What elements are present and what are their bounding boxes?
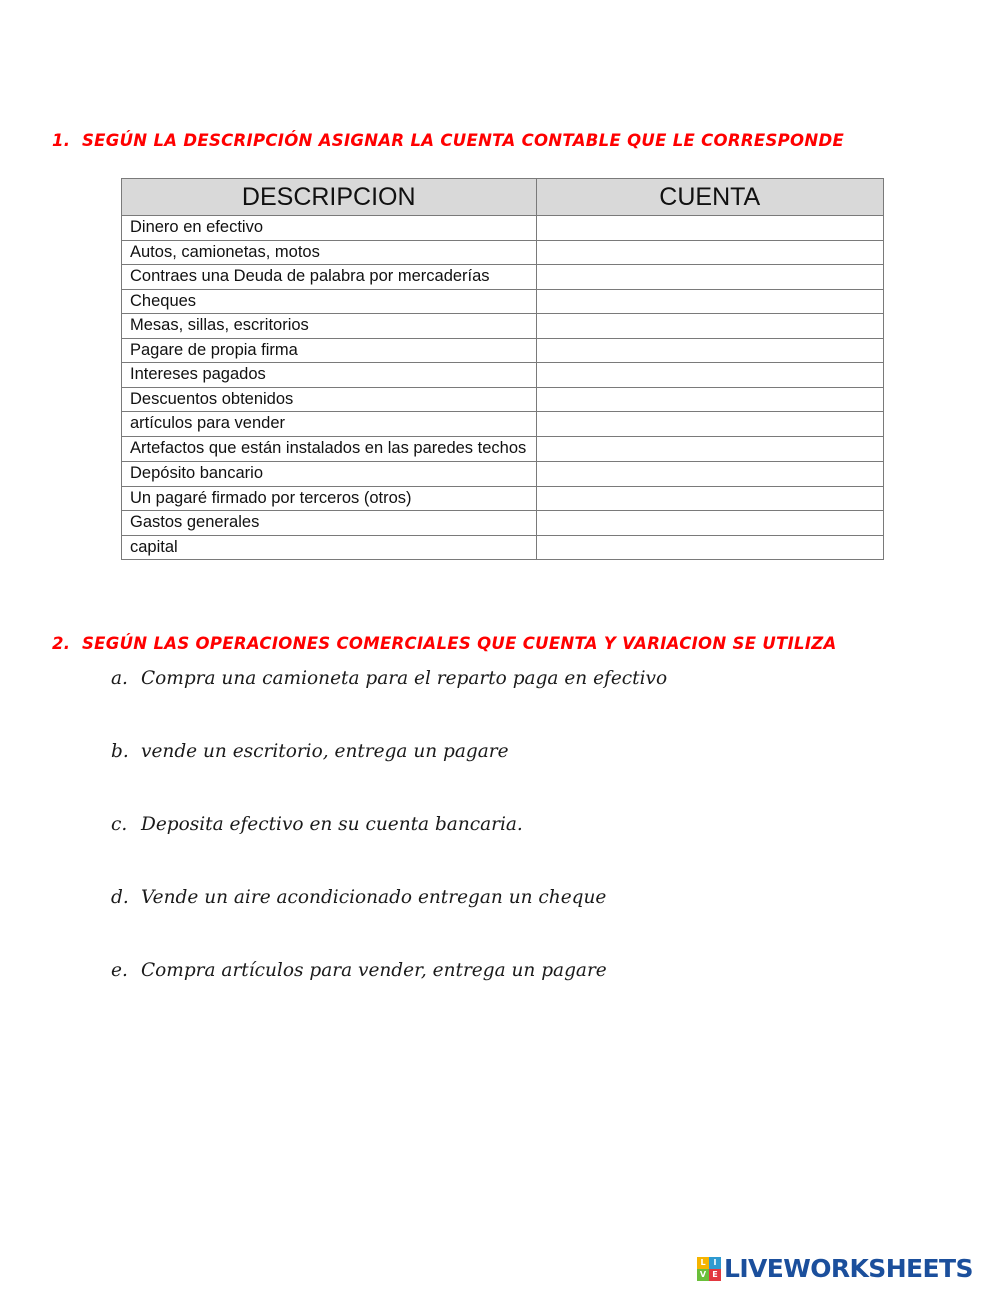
table-row bbox=[122, 511, 884, 536]
cuenta-answer-cell[interactable] bbox=[536, 486, 884, 511]
description-cell: capital bbox=[122, 535, 537, 560]
table-row bbox=[122, 387, 884, 412]
live-blocks-icon bbox=[697, 1257, 721, 1281]
description-cell: Autos, camionetas, motos bbox=[122, 240, 537, 265]
item-letter: a. bbox=[111, 668, 128, 689]
table-row bbox=[122, 486, 884, 511]
section-2-heading bbox=[52, 634, 837, 653]
item-text: Deposita efectivo en su cuenta bancaria. bbox=[141, 814, 523, 835]
brand-name: LIVEWORKSHEETS bbox=[724, 1254, 973, 1283]
cuenta-answer-cell[interactable] bbox=[536, 314, 884, 339]
description-cell: Intereses pagados bbox=[122, 363, 537, 388]
item-letter: b. bbox=[111, 741, 129, 762]
list-item bbox=[111, 814, 667, 887]
item-letter: d. bbox=[111, 887, 129, 908]
table-row bbox=[122, 240, 884, 265]
cuenta-answer-cell[interactable] bbox=[536, 511, 884, 536]
cuenta-answer-cell[interactable] bbox=[536, 363, 884, 388]
table-row bbox=[122, 265, 884, 290]
cuenta-answer-cell[interactable] bbox=[536, 216, 884, 241]
logo-block-v: V bbox=[697, 1269, 709, 1281]
section-2-number: 2. bbox=[52, 634, 71, 653]
item-letter: e. bbox=[111, 960, 128, 981]
logo-block-i: I bbox=[709, 1257, 721, 1269]
description-cell: Dinero en efectivo bbox=[122, 216, 537, 241]
column-header-descripcion: DESCRIPCION bbox=[122, 179, 537, 216]
item-letter: c. bbox=[111, 814, 128, 835]
cuenta-answer-cell[interactable] bbox=[536, 412, 884, 437]
cuenta-answer-cell[interactable] bbox=[536, 462, 884, 487]
list-item bbox=[111, 960, 667, 1033]
description-cell: Cheques bbox=[122, 289, 537, 314]
description-cell: Depósito bancario bbox=[122, 462, 537, 487]
item-text: Compra una camioneta para el reparto paga en efectivo bbox=[141, 668, 668, 689]
description-cell: Gastos generales bbox=[122, 511, 537, 536]
list-item bbox=[111, 668, 667, 741]
logo-block-e: E bbox=[709, 1269, 721, 1281]
item-text: Vende un aire acondicionado entregan un cheque bbox=[141, 887, 607, 908]
description-cell: Un pagaré firmado por terceros (otros) bbox=[122, 486, 537, 511]
operations-list bbox=[111, 668, 667, 1033]
section-1-number: 1. bbox=[52, 131, 71, 150]
description-cell: Descuentos obtenidos bbox=[122, 387, 537, 412]
section-1-heading bbox=[52, 131, 844, 150]
cuenta-answer-cell[interactable] bbox=[536, 535, 884, 560]
table-row bbox=[122, 338, 884, 363]
column-header-cuenta: CUENTA bbox=[536, 179, 884, 216]
list-item bbox=[111, 887, 667, 960]
cuenta-answer-cell[interactable] bbox=[536, 289, 884, 314]
description-cell: Mesas, sillas, escritorios bbox=[122, 314, 537, 339]
table-row bbox=[122, 289, 884, 314]
liveworksheets-logo[interactable] bbox=[697, 1254, 973, 1283]
table-row bbox=[122, 412, 884, 437]
cuenta-answer-cell[interactable] bbox=[536, 240, 884, 265]
cuenta-answer-cell[interactable] bbox=[536, 265, 884, 290]
logo-block-l: L bbox=[697, 1257, 709, 1269]
item-text: Compra artículos para vender, entrega un pagare bbox=[141, 960, 607, 981]
item-text: vende un escritorio, entrega un pagare bbox=[141, 741, 509, 762]
cuenta-answer-cell[interactable] bbox=[536, 338, 884, 363]
description-cell: Artefactos que están instalados en las paredes techos bbox=[122, 436, 537, 462]
table-row bbox=[122, 314, 884, 339]
table-row bbox=[122, 363, 884, 388]
description-cell: artículos para vender bbox=[122, 412, 537, 437]
table-header-row bbox=[122, 179, 884, 216]
accounts-table bbox=[121, 178, 884, 560]
table-row bbox=[122, 436, 884, 462]
table-row bbox=[122, 462, 884, 487]
table-row bbox=[122, 216, 884, 241]
description-cell: Pagare de propia firma bbox=[122, 338, 537, 363]
table-row bbox=[122, 535, 884, 560]
section-2-title: SEGÚN LAS OPERACIONES COMERCIALES QUE CUENTA Y VARIACION SE UTILIZA bbox=[82, 634, 837, 653]
list-item bbox=[111, 741, 667, 814]
section-1-title: SEGÚN LA DESCRIPCIÓN ASIGNAR LA CUENTA CONTABLE QUE LE CORRESPONDE bbox=[82, 131, 845, 150]
description-cell: Contraes una Deuda de palabra por mercaderías bbox=[122, 265, 537, 290]
cuenta-answer-cell[interactable] bbox=[536, 387, 884, 412]
cuenta-answer-cell[interactable] bbox=[536, 436, 884, 462]
